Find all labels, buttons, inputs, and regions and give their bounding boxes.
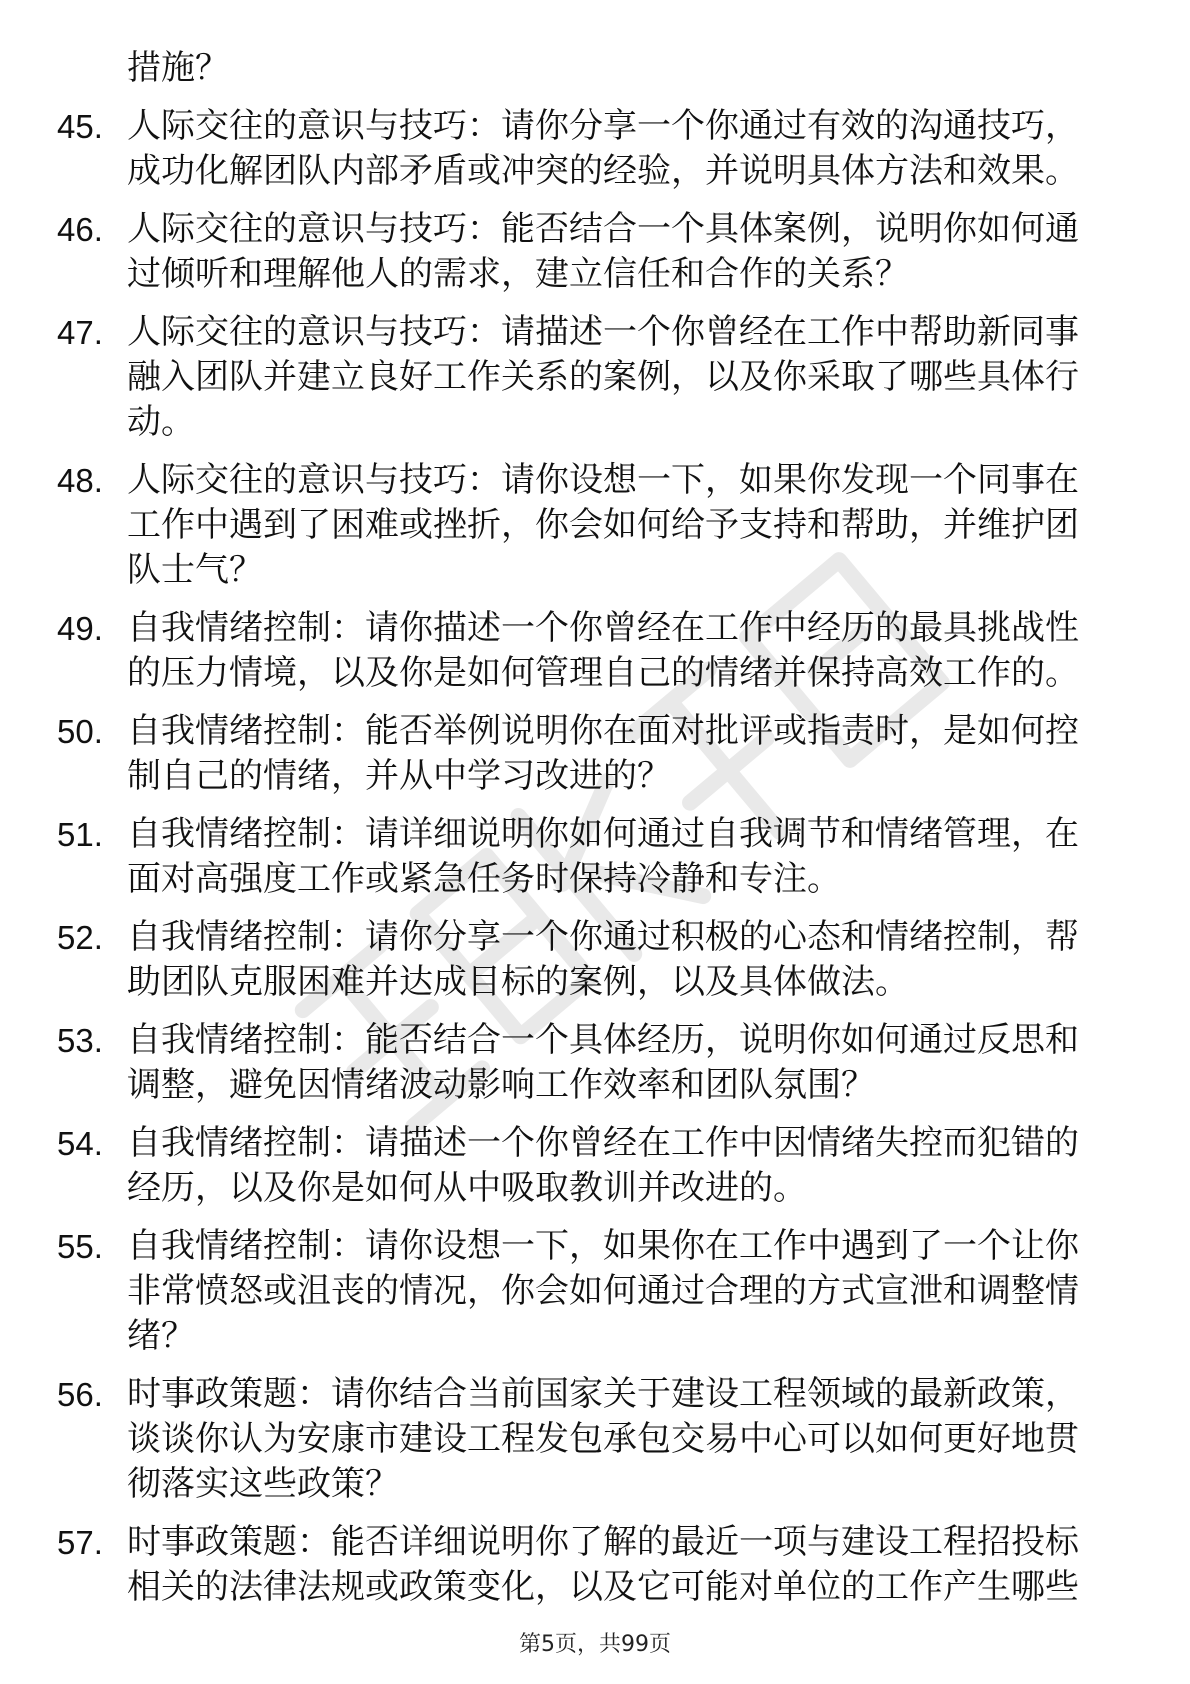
list-item	[57, 1224, 1107, 1359]
item-text: 时事政策题：请你结合当前国家关于建设工程领域的最新政策，谈谈你认为安康市建设工程发包承包交易中心可以如何更好地贯彻落实这些政策？	[127, 1374, 1079, 1504]
item-number: 45.	[57, 108, 103, 145]
list-item	[57, 1372, 1107, 1507]
continued-text: 措施？	[127, 48, 229, 88]
item-number: 48.	[57, 462, 103, 499]
item-text: 自我情绪控制：能否举例说明你在面对批评或指责时，是如何控制自己的情绪，并从中学习改进的？	[127, 711, 1079, 796]
list-item	[57, 310, 1107, 445]
list-item	[57, 1121, 1107, 1211]
item-text: 自我情绪控制：请你分享一个你通过积极的心态和情绪控制，帮助团队克服困难并达成目标的案例，以及具体做法。	[127, 917, 1079, 1002]
item-number: 47.	[57, 314, 103, 351]
item-text: 自我情绪控制：请你描述一个你曾经在工作中经历的最具挑战性的压力情境，以及你是如何管理自己的情绪并保持高效工作的。	[127, 608, 1079, 693]
list-item	[57, 1018, 1107, 1108]
item-text: 人际交往的意识与技巧：能否结合一个具体案例，说明你如何通过倾听和理解他人的需求，建立信任和合作的关系？	[127, 209, 1079, 294]
item-text: 人际交往的意识与技巧：请你分享一个你通过有效的沟通技巧，成功化解团队内部矛盾或冲突的经验，并说明具体方法和效果。	[127, 106, 1079, 191]
question-list	[0, 46, 1190, 1610]
page-footer: 第5页，共99页	[519, 1632, 671, 1657]
item-number: 55.	[57, 1228, 103, 1265]
list-item	[57, 104, 1107, 194]
item-number: 54.	[57, 1125, 103, 1162]
list-item	[57, 1520, 1107, 1610]
list-item	[57, 606, 1107, 696]
list-item	[57, 915, 1107, 1005]
item-text: 人际交往的意识与技巧：请你设想一下，如果你发现一个同事在工作中遇到了困难或挫折，你会如何给予支持和帮助，并维护团队士气？	[127, 460, 1079, 590]
item-text: 时事政策题：能否详细说明你了解的最近一项与建设工程招投标相关的法律法规或政策变化，以及它可能对单位的工作产生哪些	[127, 1522, 1079, 1607]
item-number: 56.	[57, 1376, 103, 1413]
item-text: 人际交往的意识与技巧：请描述一个你曾经在工作中帮助新同事融入团队并建立良好工作关系的案例，以及你采取了哪些具体行动。	[127, 312, 1079, 442]
item-number: 57.	[57, 1524, 103, 1561]
list-item	[57, 709, 1107, 799]
item-number: 50.	[57, 713, 103, 750]
item-number: 52.	[57, 919, 103, 956]
list-item	[57, 812, 1107, 902]
item-number: 51.	[57, 816, 103, 853]
item-text: 自我情绪控制：请详细说明你如何通过自我调节和情绪管理，在面对高强度工作或紧急任务时保持冷静和专注。	[127, 814, 1079, 899]
item-text: 自我情绪控制：能否结合一个具体经历，说明你如何通过反思和调整，避免因情绪波动影响工作效率和团队氛围？	[127, 1020, 1079, 1105]
item-text: 自我情绪控制：请描述一个你曾经在工作中因情绪失控而犯错的经历，以及你是如何从中吸取教训并改进的。	[127, 1123, 1079, 1208]
list-item	[57, 207, 1107, 297]
item-number: 53.	[57, 1022, 103, 1059]
item-text: 自我情绪控制：请你设想一下，如果你在工作中遇到了一个让你非常愤怒或沮丧的情况，你会如何通过合理的方式宣泄和调整情绪？	[127, 1226, 1079, 1356]
item-number: 49.	[57, 610, 103, 647]
item-number: 46.	[57, 211, 103, 248]
list-item	[57, 458, 1107, 593]
